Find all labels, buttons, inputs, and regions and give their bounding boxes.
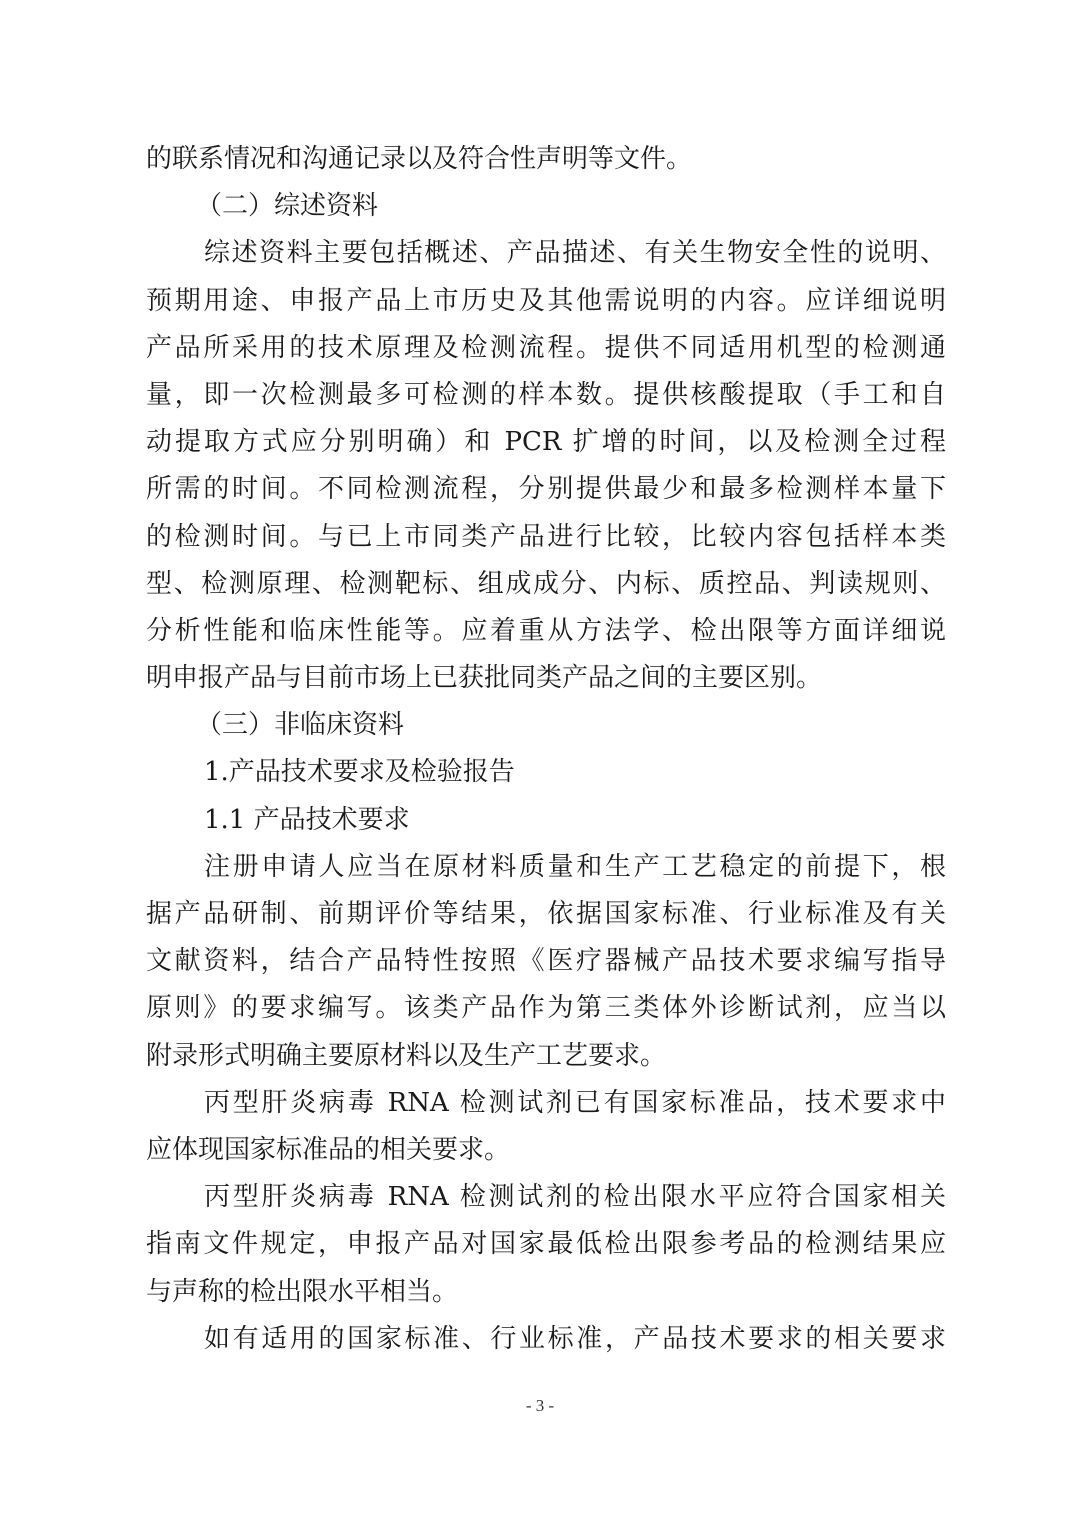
paragraph-line: 型、检测原理、检测靶标、组成成分、内标、质控品、判读规则、	[146, 568, 946, 599]
paragraph-line: 量，即一次检测最多可检测的样本数。提供核酸提取（手工和自	[146, 379, 946, 410]
paragraph-line: 所需的时间。不同检测流程，分别提供最少和最多检测样本量下	[146, 474, 946, 505]
paragraph-line: 应体现国家标准品的相关要求。	[146, 1134, 511, 1165]
paragraph-line: 分析性能和临床性能等。应着重从方法学、检出限等方面详细说	[146, 615, 946, 646]
paragraph-line: 如有适用的国家标准、行业标准，产品技术要求的相关要求	[204, 1323, 946, 1354]
paragraph-line: 注册申请人应当在原材料质量和生产工艺稳定的前提下，根	[204, 851, 946, 882]
paragraph-line: 文献资料，结合产品特性按照《医疗器械产品技术要求编写指导	[146, 946, 946, 977]
subsection-heading: 1.产品技术要求及检验报告	[204, 757, 515, 788]
paragraph-line: 产品所采用的技术原理及检测流程。提供不同适用机型的检测通	[146, 332, 946, 363]
paragraph-line: 丙型肝炎病毒 RNA 检测试剂的检出限水平应符合国家相关	[204, 1182, 946, 1213]
paragraph-line: 综述资料主要包括概述、产品描述、有关生物安全性的说明、	[204, 238, 946, 269]
paragraph-line: 附录形式明确主要原材料以及生产工艺要求。	[146, 1040, 667, 1071]
section-heading-nonclinical: （三）非临床资料	[196, 710, 405, 741]
paragraph-line: 的联系情况和沟通记录以及符合性声明等文件。	[146, 144, 693, 174]
page-number: - 3 -	[525, 1396, 555, 1415]
subsection-heading: 1.1 产品技术要求	[204, 804, 410, 835]
paragraph-line: 明申报产品与目前市场上已获批同类产品之间的主要区别。	[146, 663, 823, 694]
section-heading-overview: （二）综述资料	[196, 191, 379, 222]
paragraph-line: 预期用途、申报产品上市历史及其他需说明的内容。应详细说明	[146, 285, 946, 316]
paragraph-line: 据产品研制、前期评价等结果，依据国家标准、行业标准及有关	[146, 899, 946, 929]
paragraph-line: 与声称的检出限水平相当。	[146, 1276, 459, 1307]
paragraph-line: 丙型肝炎病毒 RNA 检测试剂已有国家标准品，技术要求中	[204, 1087, 946, 1118]
paragraph-line: 动提取方式应分别明确）和 PCR 扩增的时间，以及检测全过程	[146, 427, 946, 458]
paragraph-line: 指南文件规定，申报产品对国家最低检出限参考品的检测结果应	[146, 1229, 946, 1260]
paragraph-line: 原则》的要求编写。该类产品作为第三类体外诊断试剂，应当以	[146, 993, 946, 1024]
document-body	[146, 136, 946, 1363]
paragraph-line: 的检测时间。与已上市同类产品进行比较，比较内容包括样本类	[146, 521, 946, 552]
